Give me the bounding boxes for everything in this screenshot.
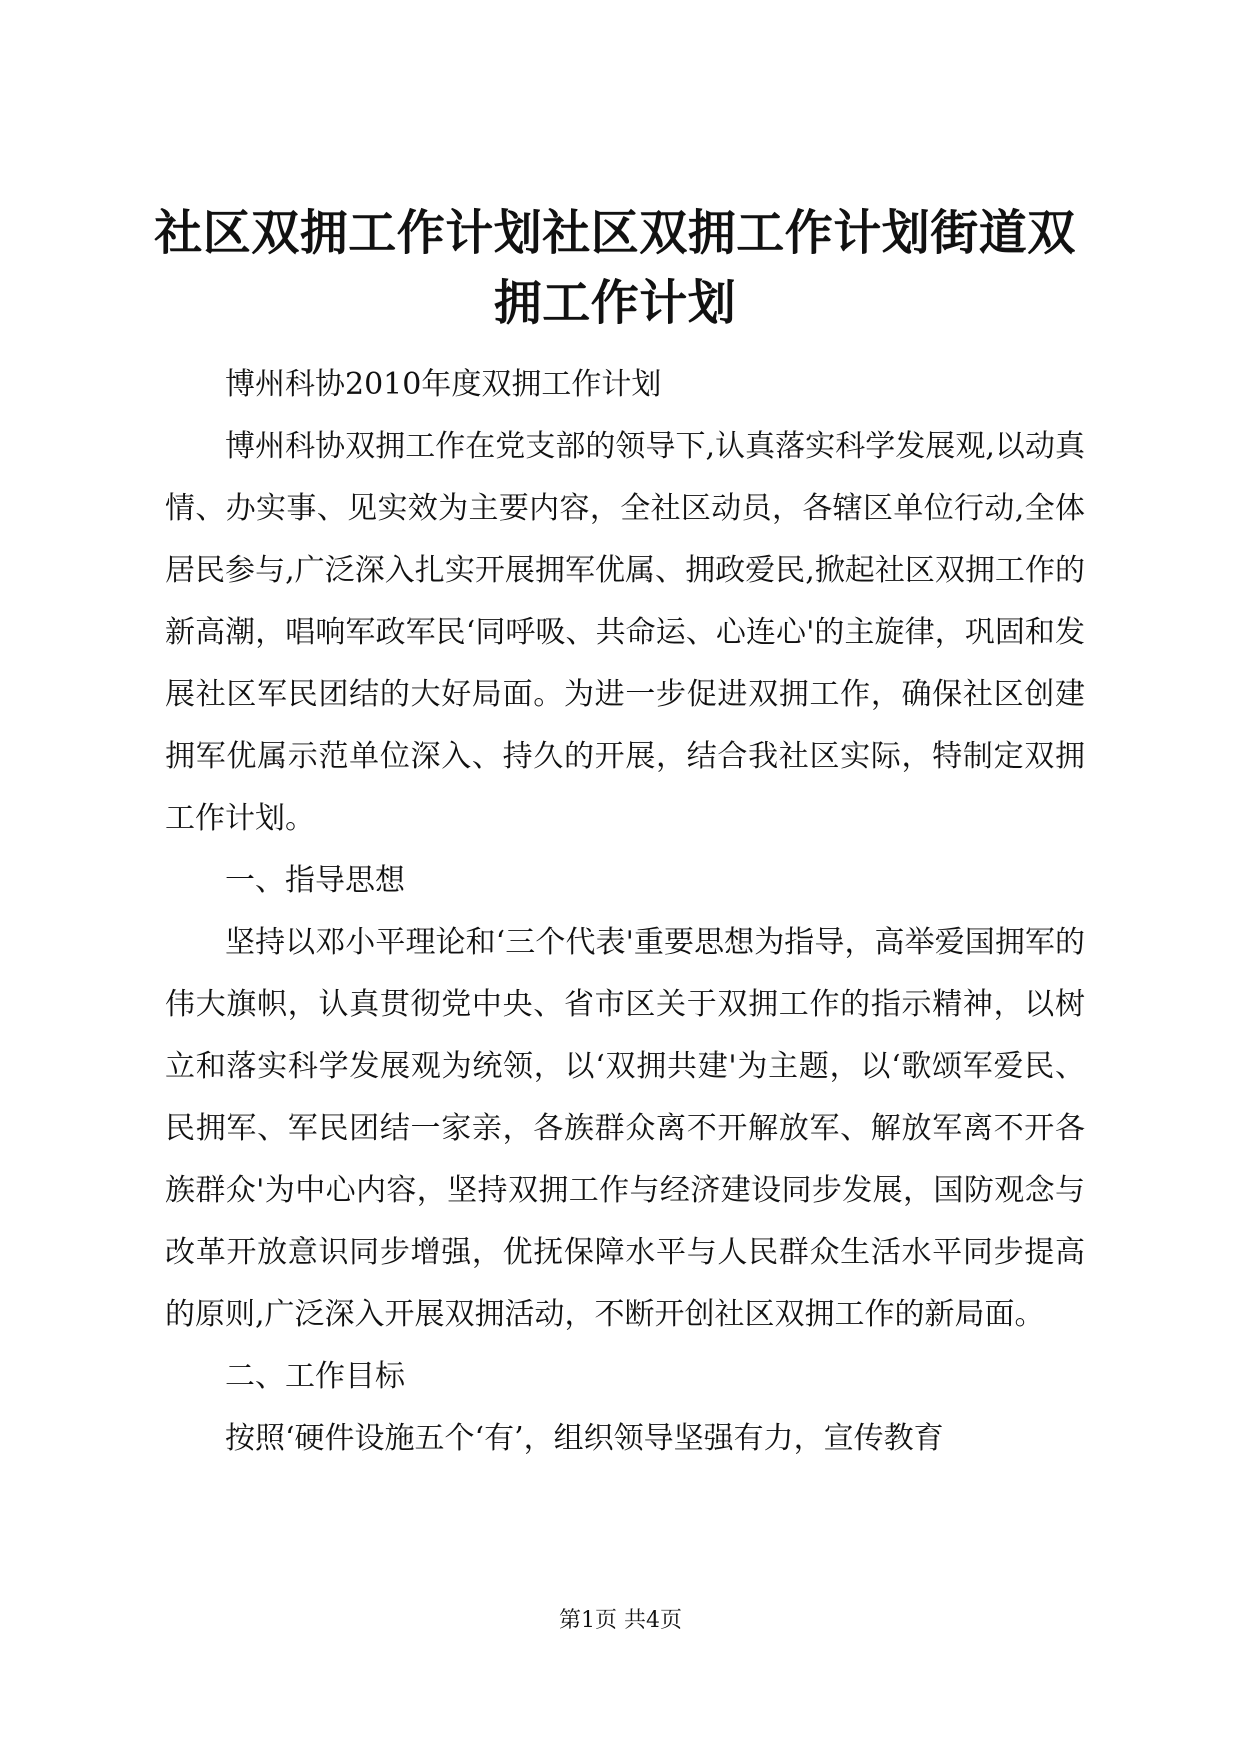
document-title: 社区双拥工作计划社区双拥工作计划街道双拥工作计划 <box>154 205 1076 331</box>
page-number-label: 第1页 共4页 <box>559 1608 682 1633</box>
work-goals-paragraph: 按照‘硬件设施五个‘有’，组织领导坚强有力，宣传教育 <box>225 1421 944 1456</box>
page-footer <box>0 1606 1241 1636</box>
section-heading-work-goals: 二、工作目标 <box>225 1359 405 1394</box>
section-heading-guiding-ideology: 一、指导思想 <box>225 863 405 898</box>
intro-paragraph: 博州科协双拥工作在党支部的领导下,认真落实科学发展观,以动真情、办实事、见实效为主要内容，全社区动员，各辖区单位行动,全体居民参与,广泛深入扎实开展拥军优属、拥政爱民,掀起社区双拥工作的新高潮，唱响军政军民‘同呼吸、共命运、心连心'的主旋律，巩固和发展社区军民团结的大好局面。为进一步促进双拥工作，确保社区创建拥军优属示范单位深入、持久的开展，结合我社区实际，特制定双拥工作计划。 <box>165 429 1085 836</box>
document-body <box>165 354 1085 1470</box>
subtitle-paragraph: 博州科协2010年度双拥工作计划 <box>225 367 662 402</box>
guiding-ideology-paragraph: 坚持以邓小平理论和‘三个代表'重要思想为指导，高举爱国拥军的伟大旗帜，认真贯彻党中央、省市区关于双拥工作的指示精神，以树立和落实科学发展观为统领，以‘双拥共建'为主题，以‘歌颂军爱民、民拥军、军民团结一家亲，各族群众离不开解放军、解放军离不开各族群众'为中心内容，坚持双拥工作与经济建设同步发展，国防观念与改革开放意识同步增强，优抚保障水平与人民群众生活水平同步提高的原则,广泛深入开展双拥活动，不断开创社区双拥工作的新局面。 <box>165 925 1085 1332</box>
